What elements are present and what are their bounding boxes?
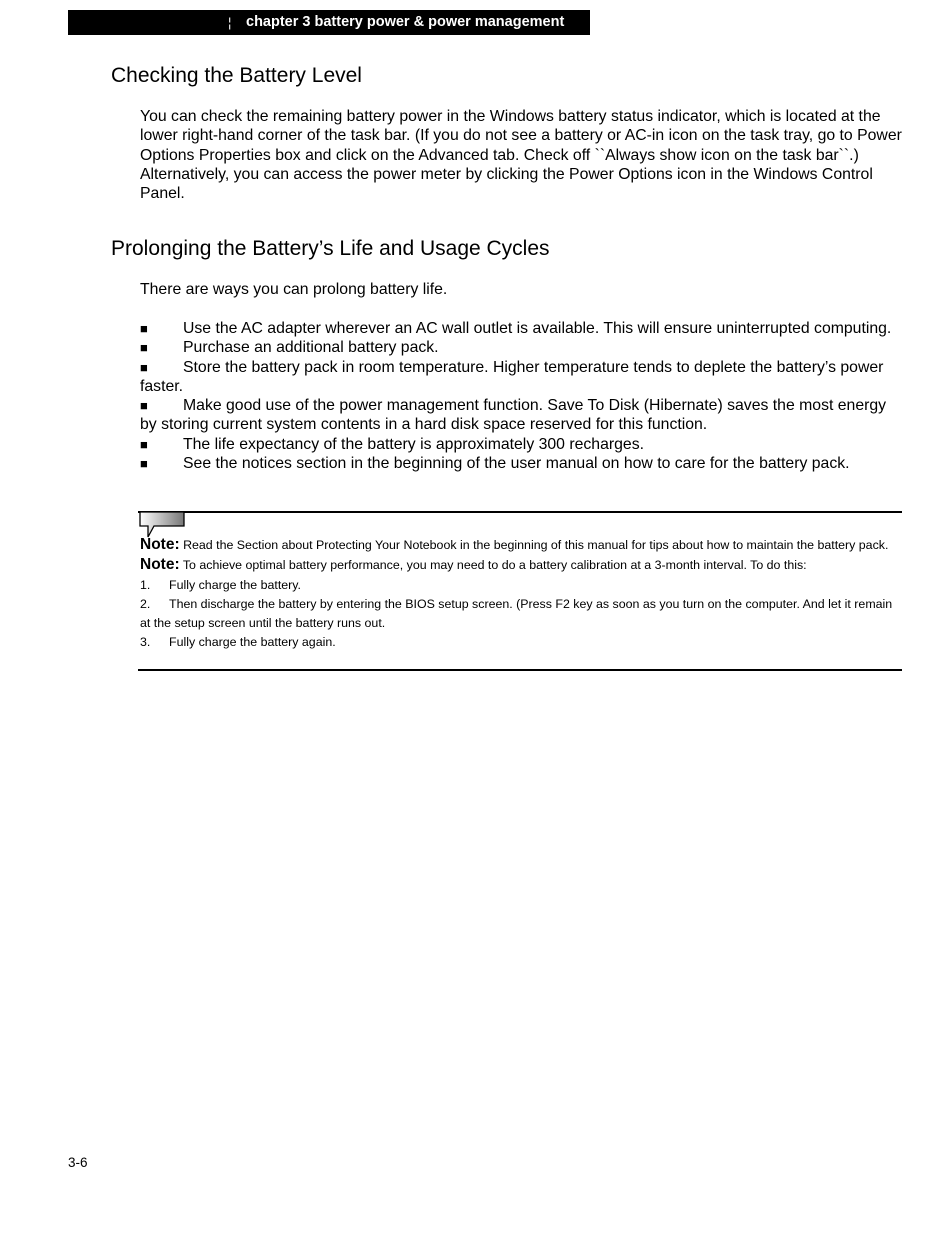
step-text: Then discharge the battery by entering the BIOS setup screen. (Press F2 key as soon as you turn on the computer. And let it remain at the setup screen until the battery runs out. (140, 596, 893, 631)
list-item-text: See the notices section in the beginning of the user manual on how to care for the battery pack. (183, 455, 850, 473)
note-paragraph (140, 555, 895, 575)
note-text: To achieve optimal battery performance, you may need to do a battery calibration at a 3-month interval. To do this: (182, 558, 807, 573)
prolonging-intro (140, 280, 905, 299)
list-item (140, 338, 905, 357)
list-item-text: Use the AC adapter wherever an AC wall outlet is available. This will ensure uninterrupted computing. (183, 320, 892, 337)
list-item-text: Purchase an additional battery pack. (183, 339, 439, 357)
step-text: Fully charge the battery. (169, 577, 302, 592)
note-label: Note: (140, 556, 180, 574)
square-bullet-icon: ■ (140, 398, 148, 414)
square-bullet-icon: ■ (140, 340, 148, 356)
square-bullet-icon: ■ (140, 359, 148, 375)
paragraph: Alternatively, you can access the power meter by clicking the Power Options icon in the Windows Control Panel. (140, 165, 873, 203)
note-content (140, 535, 895, 653)
chapter-header-bar (68, 10, 590, 35)
chapter-title: chapter 3 battery power & power management (246, 14, 565, 30)
list-item (140, 435, 905, 454)
calibration-step (140, 576, 895, 595)
checking-battery-body (140, 107, 905, 203)
list-item (140, 454, 905, 473)
list-item-text: Make good use of the power management function. Save To Disk (Hibernate) saves the most energy by storing current system contents in a hard disk space reserved for this function. (140, 397, 887, 434)
battery-tips-list (140, 319, 905, 473)
note-text: Read the Section about Protecting Your Notebook in the beginning of this manual for tips about how to maintain the battery pack. (183, 538, 889, 552)
calibration-step (140, 633, 895, 652)
step-text: Fully charge the battery again. (169, 635, 336, 650)
header-marker: ¦ (228, 15, 232, 30)
step-number: 2. (140, 596, 151, 611)
calibration-step (140, 595, 895, 634)
list-item-text: Store the battery pack in room temperature. Higher temperature tends to deplete the battery’s power faster. (140, 358, 884, 395)
page-number: 3-6 (68, 1155, 88, 1170)
section-heading-prolonging-battery: Prolonging the Battery’s Life and Usage Cycles (111, 237, 550, 260)
step-number: 3. (140, 635, 151, 650)
paragraph: You can check the remaining battery power in the Windows battery status indicator, which is located at the lower right-hand corner of the task bar. (If you do not see a battery or AC-in icon on the task tray, go to Power Options Properties box and click on the Advanced tab. Check off ``Always show icon on the task bar``.) (140, 108, 902, 164)
square-bullet-icon: ■ (140, 321, 148, 336)
list-item (140, 319, 905, 338)
list-item-text: The life expectancy of the battery is approximately 300 recharges. (183, 435, 644, 453)
note-label: Note: (140, 536, 180, 553)
square-bullet-icon: ■ (140, 456, 148, 472)
list-item (140, 358, 905, 397)
step-number: 1. (140, 577, 151, 592)
note-box (138, 511, 902, 671)
note-bottom-rule (138, 669, 902, 671)
section-heading-checking-battery: Checking the Battery Level (111, 64, 362, 87)
note-top-rule (138, 511, 902, 513)
note-paragraph (140, 535, 895, 555)
square-bullet-icon: ■ (140, 436, 148, 452)
intro-text: There are ways you can prolong battery life. (140, 281, 448, 298)
list-item (140, 396, 905, 435)
